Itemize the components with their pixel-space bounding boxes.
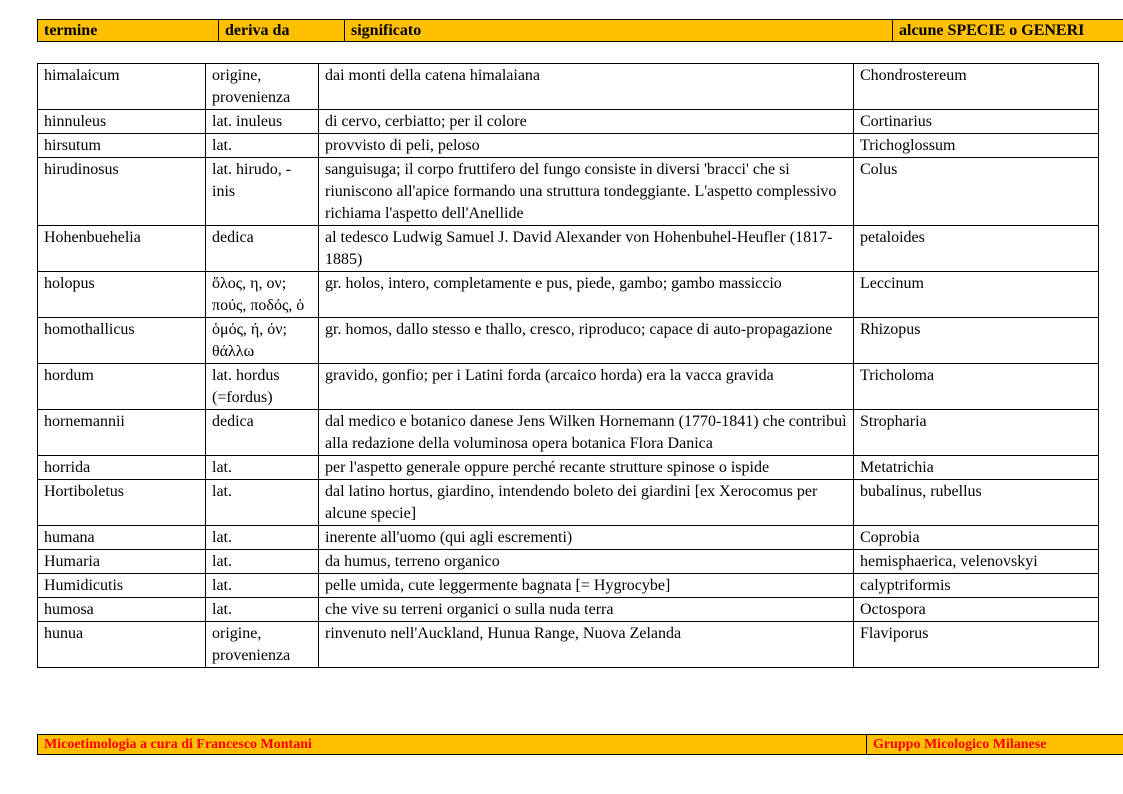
cell-specie: calyptriformis	[854, 574, 1099, 598]
cell-specie: Metatrichia	[854, 456, 1099, 480]
cell-specie: Colus	[854, 158, 1099, 226]
table-row	[38, 622, 1099, 668]
cell-specie: Cortinarius	[854, 110, 1099, 134]
cell-specie: Octospora	[854, 598, 1099, 622]
cell-significato: che vive su terreni organici o sulla nuda terra	[319, 598, 854, 622]
cell-specie: Leccinum	[854, 272, 1099, 318]
header-deriva-da: deriva da	[219, 20, 345, 42]
cell-deriva-da: lat.	[206, 598, 319, 622]
glossary-table	[37, 63, 1099, 668]
cell-significato: da humus, terreno organico	[319, 550, 854, 574]
cell-termine: hinnuleus	[38, 110, 206, 134]
cell-significato: al tedesco Ludwig Samuel J. David Alexander von Hohenbuhel-Heufler (1817-1885)	[319, 226, 854, 272]
cell-specie: Stropharia	[854, 410, 1099, 456]
cell-significato: dal medico e botanico danese Jens Wilken Hornemann (1770-1841) che contribuì alla redazione della voluminosa opera botanica Flora Danica	[319, 410, 854, 456]
table-row	[38, 134, 1099, 158]
table-row	[38, 158, 1099, 226]
header-row	[38, 20, 1123, 42]
cell-deriva-da: lat.	[206, 574, 319, 598]
cell-significato: gr. homos, dallo stesso e thallo, cresco, riproduco; capace di auto-propagazione	[319, 318, 854, 364]
header-specie: alcune SPECIE o GENERI	[893, 20, 1123, 42]
cell-significato: gravido, gonfio; per i Latini forda (arcaico horda) era la vacca gravida	[319, 364, 854, 410]
cell-termine: hordum	[38, 364, 206, 410]
cell-deriva-da: lat. hirudo, -inis	[206, 158, 319, 226]
cell-specie: bubalinus, rubellus	[854, 480, 1099, 526]
header-significato: significato	[345, 20, 893, 42]
cell-termine: homothallicus	[38, 318, 206, 364]
cell-specie: petaloides	[854, 226, 1099, 272]
header-termine: termine	[38, 20, 219, 42]
table-row	[38, 226, 1099, 272]
cell-significato: di cervo, cerbiatto; per il colore	[319, 110, 854, 134]
cell-specie: Chondrostereum	[854, 64, 1099, 110]
cell-significato: pelle umida, cute leggermente bagnata [= Hygrocybe]	[319, 574, 854, 598]
table-row	[38, 364, 1099, 410]
cell-deriva-da: dedica	[206, 410, 319, 456]
cell-termine: hirsutum	[38, 134, 206, 158]
table-row	[38, 64, 1099, 110]
cell-termine: Hohenbuehelia	[38, 226, 206, 272]
cell-termine: horrida	[38, 456, 206, 480]
cell-termine: hunua	[38, 622, 206, 668]
table-row	[38, 526, 1099, 550]
cell-termine: humosa	[38, 598, 206, 622]
cell-deriva-da: origine, provenienza	[206, 64, 319, 110]
cell-significato: inerente all'uomo (qui agli escrementi)	[319, 526, 854, 550]
cell-specie: Coprobia	[854, 526, 1099, 550]
footer-group-name: Gruppo Micologico Milanese	[867, 735, 1123, 755]
footer-bar	[37, 734, 1123, 755]
cell-deriva-da: lat.	[206, 526, 319, 550]
cell-deriva-da: lat.	[206, 550, 319, 574]
table-row	[38, 456, 1099, 480]
cell-termine: himalaicum	[38, 64, 206, 110]
cell-specie: Tricholoma	[854, 364, 1099, 410]
cell-termine: humana	[38, 526, 206, 550]
cell-termine: hornemannii	[38, 410, 206, 456]
cell-deriva-da: dedica	[206, 226, 319, 272]
footer-row	[38, 735, 1123, 755]
cell-deriva-da: ὅλος, η, ον; πούς, ποδός, ὁ	[206, 272, 319, 318]
table-row	[38, 410, 1099, 456]
cell-significato: per l'aspetto generale oppure perché recante strutture spinose o ispide	[319, 456, 854, 480]
cell-significato: provvisto di peli, peloso	[319, 134, 854, 158]
table-row	[38, 110, 1099, 134]
cell-termine: Hortiboletus	[38, 480, 206, 526]
table-row	[38, 272, 1099, 318]
table-row	[38, 574, 1099, 598]
table-row	[38, 598, 1099, 622]
cell-termine: Humaria	[38, 550, 206, 574]
cell-deriva-da: lat.	[206, 480, 319, 526]
cell-termine: hirudinosus	[38, 158, 206, 226]
header-table	[37, 19, 1123, 42]
footer-credit: Micoetimologia a cura di Francesco Montani	[38, 735, 867, 755]
cell-deriva-da: lat. inuleus	[206, 110, 319, 134]
table-row	[38, 318, 1099, 364]
cell-deriva-da: lat.	[206, 134, 319, 158]
cell-specie: Flaviporus	[854, 622, 1099, 668]
cell-significato: dai monti della catena himalaiana	[319, 64, 854, 110]
cell-specie: Trichoglossum	[854, 134, 1099, 158]
table-row	[38, 480, 1099, 526]
cell-termine: Humidicutis	[38, 574, 206, 598]
cell-significato: rinvenuto nell'Auckland, Hunua Range, Nuova Zelanda	[319, 622, 854, 668]
table-row	[38, 550, 1099, 574]
cell-deriva-da: origine, provenienza	[206, 622, 319, 668]
cell-significato: sanguisuga; il corpo fruttifero del fungo consiste in diversi 'bracci' che si riuniscono all'apice formando una struttura tondeggiante. L'aspetto complessivo richiama l'aspetto dell'Anellide	[319, 158, 854, 226]
cell-significato: dal latino hortus, giardino, intendendo boleto dei giardini [ex Xerocomus per alcune specie]	[319, 480, 854, 526]
cell-termine: holopus	[38, 272, 206, 318]
cell-specie: Rhizopus	[854, 318, 1099, 364]
cell-specie: hemisphaerica, velenovskyi	[854, 550, 1099, 574]
cell-significato: gr. holos, intero, completamente e pus, piede, gambo; gambo massiccio	[319, 272, 854, 318]
cell-deriva-da: lat.	[206, 456, 319, 480]
cell-deriva-da: ὁμός, ή, όν; θάλλω	[206, 318, 319, 364]
cell-deriva-da: lat. hordus (=fordus)	[206, 364, 319, 410]
